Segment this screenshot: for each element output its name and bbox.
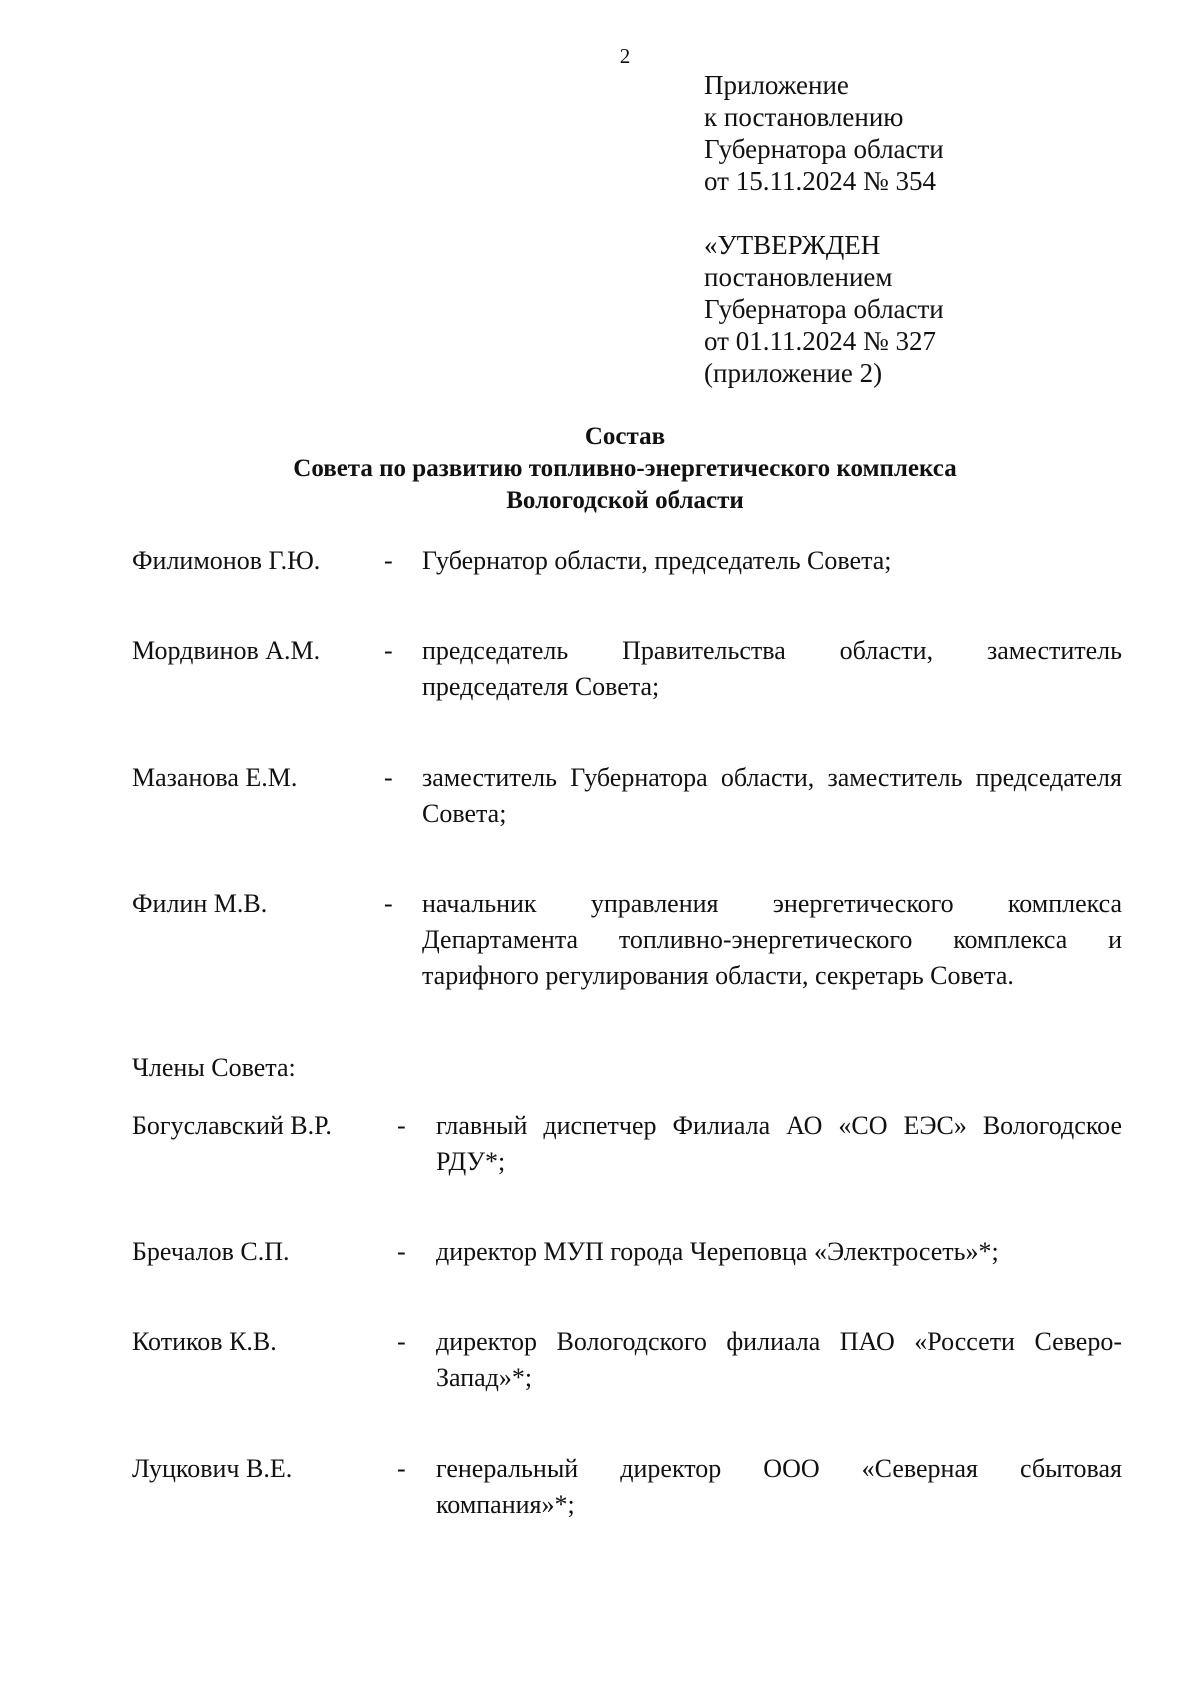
member-role: директор Вологодского филиала ПАО «Россети Северо-Запад»*; [436, 1327, 1122, 1392]
approved-header-line: «УТВЕРЖДЕН [704, 230, 881, 260]
member-name: Котиков К.В. [132, 1327, 277, 1356]
member-role: директор МУП города Череповца «Электросеть»*; [436, 1237, 999, 1266]
title-line-1: Состав [584, 423, 666, 450]
page-number: 2 [619, 44, 631, 68]
entry-dash: - [397, 1111, 406, 1140]
appendix-header-line: к постановлению [704, 102, 904, 132]
member-role: начальник управления энергетического комплекса Департамента топливно-энергетического комплекса и тарифного регулирования области, секретарь Совета. [422, 889, 1122, 990]
appendix-header-line: Приложение [704, 70, 849, 100]
member-role: заместитель Губернатора области, заместитель председателя Совета; [422, 763, 1122, 828]
members-heading: Члены Совета: [132, 1053, 296, 1082]
entry-dash: - [384, 636, 393, 665]
title-line-2: Совета по развитию топливно-энергетического комплекса [293, 455, 957, 482]
member-name: Мазанова Е.М. [132, 763, 298, 792]
member-name: Богуславский В.Р. [132, 1111, 332, 1140]
appendix-header [704, 69, 944, 197]
approved-header-line: от 01.11.2024 № 327 [704, 326, 936, 356]
member-role: генеральный директор ООО «Северная сбытовая компания»*; [436, 1454, 1122, 1519]
member-name: Филимонов Г.Ю. [132, 546, 321, 575]
appendix-header-line: Губернатора области [704, 134, 944, 164]
approved-header-line: постановлением [704, 262, 893, 292]
entry-dash: - [384, 889, 393, 918]
title-line-3: Вологодской области [506, 487, 744, 514]
member-name: Луцкович В.Е. [132, 1454, 293, 1483]
approved-header-line: (приложение 2) [704, 358, 883, 388]
entry-dash: - [397, 1237, 406, 1266]
entry-dash: - [397, 1327, 406, 1356]
approved-header-line: Губернатора области [704, 294, 944, 324]
member-name: Мордвинов А.М. [132, 636, 321, 665]
entry-dash: - [384, 763, 393, 792]
member-name: Филин М.В. [132, 889, 268, 918]
entry-dash: - [397, 1454, 406, 1483]
member-role: главный диспетчер Филиала АО «СО ЕЭС» Вологодское РДУ*; [436, 1111, 1122, 1176]
appendix-header-line: от 15.11.2024 № 354 [704, 166, 936, 196]
member-name: Бречалов С.П. [132, 1237, 290, 1266]
entry-dash: - [384, 546, 393, 575]
member-role: Губернатор области, председатель Совета; [422, 546, 892, 575]
member-role: председатель Правительства области, заместитель председателя Совета; [422, 636, 1122, 701]
approved-header [704, 229, 944, 389]
document-title [0, 421, 1200, 517]
